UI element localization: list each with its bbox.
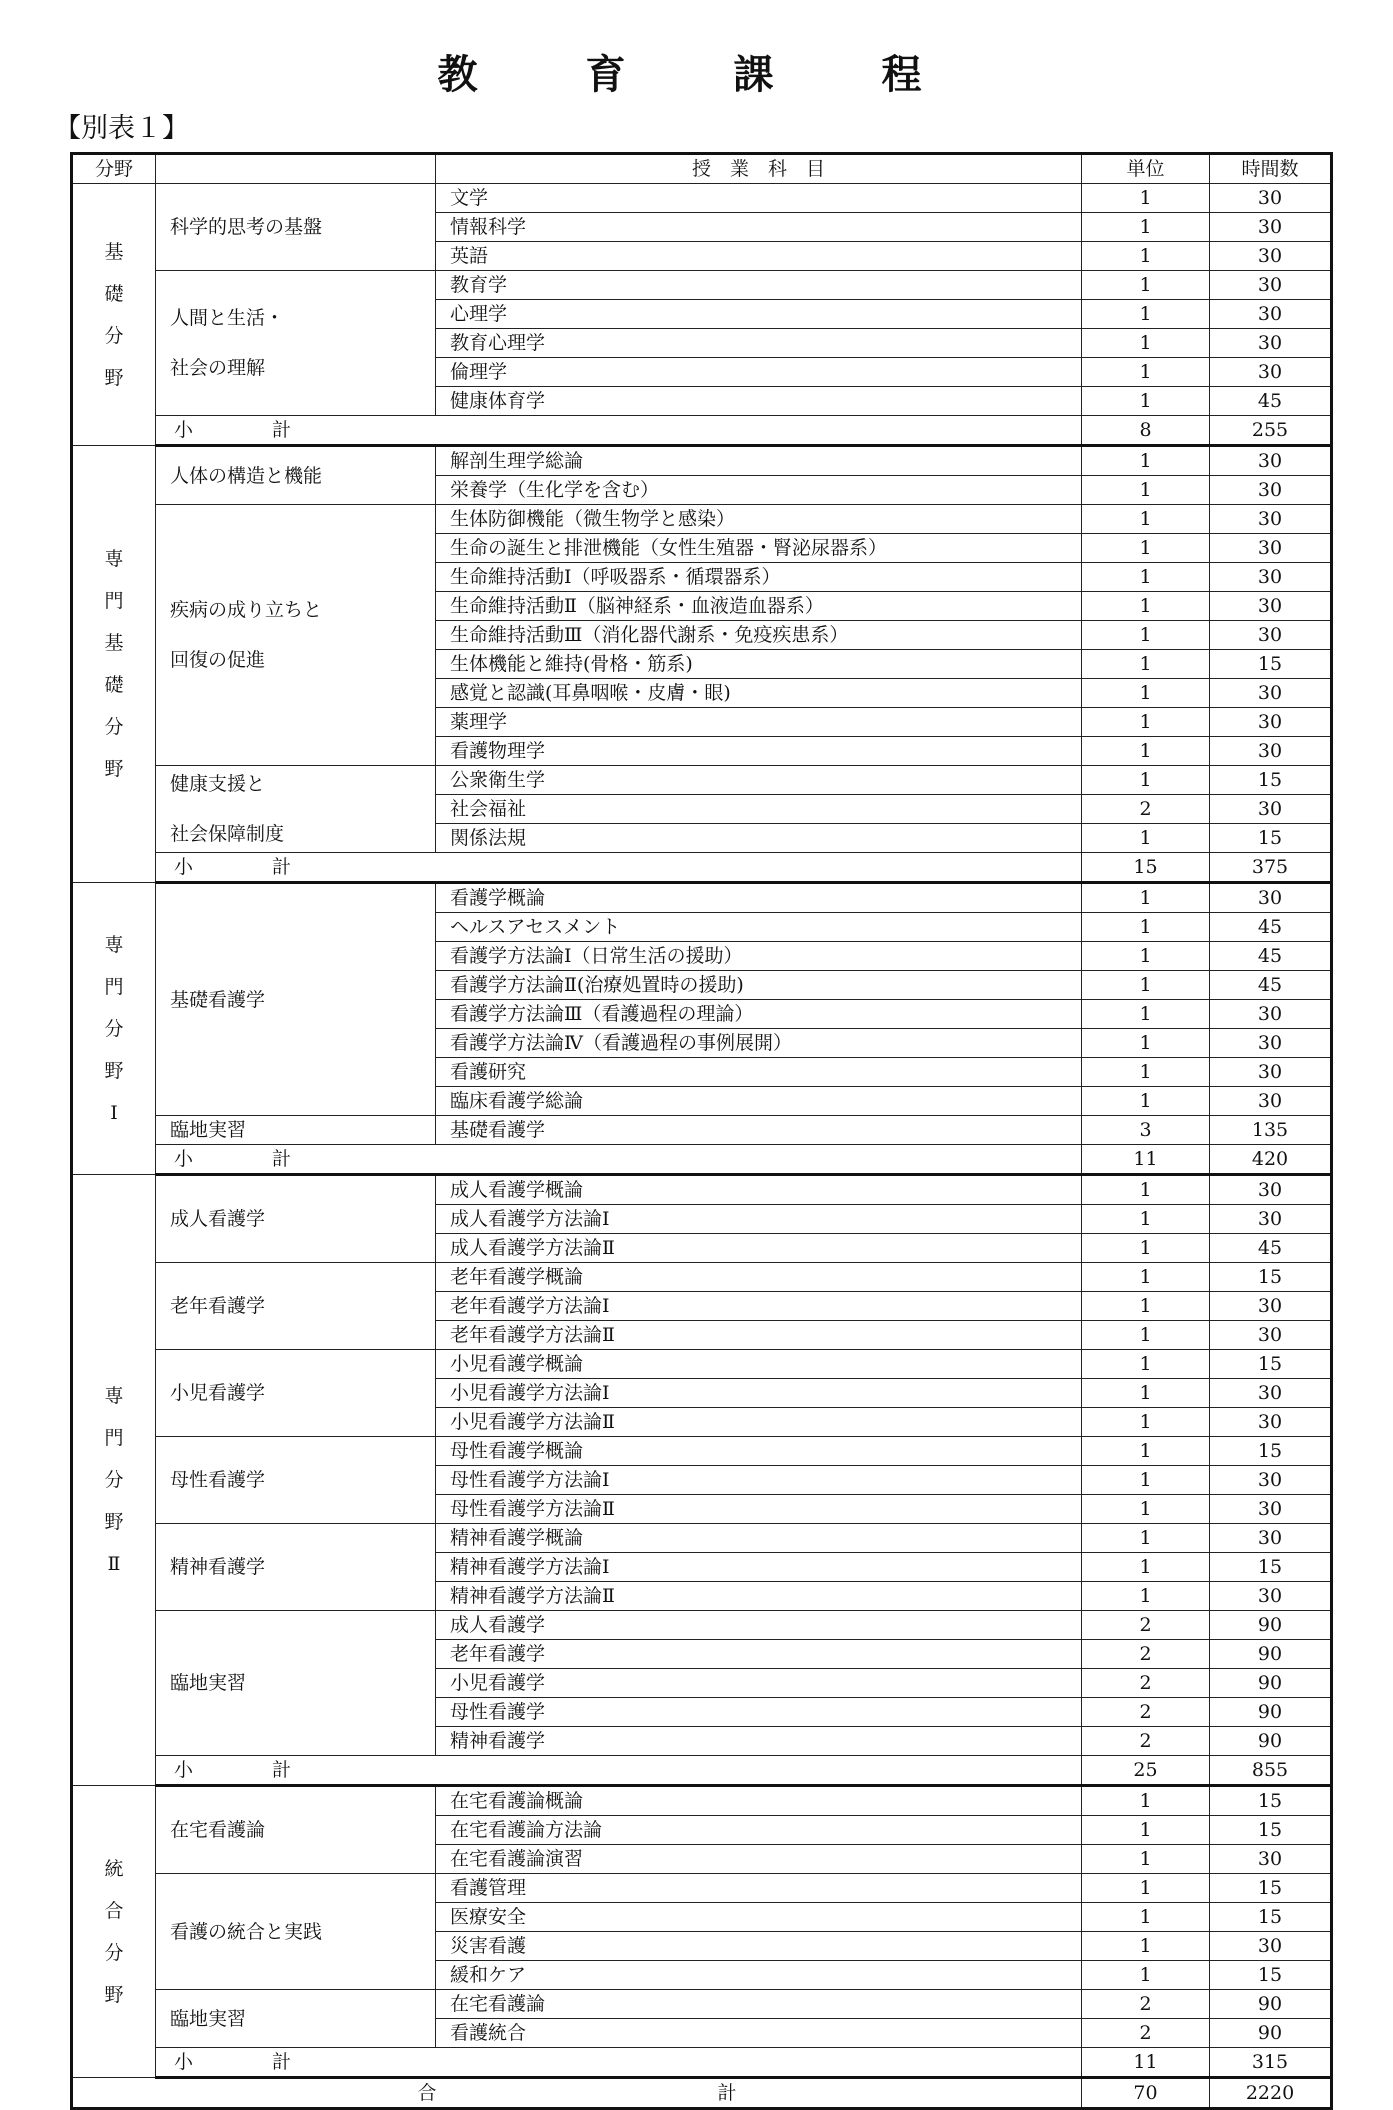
subject-name: 精神看護学 [436,1727,1082,1756]
subject-units: 1 [1082,737,1210,766]
subject-units: 1 [1082,1932,1210,1961]
subject-name: 文学 [436,184,1082,213]
subject-name: 緩和ケア [436,1961,1082,1990]
subtotal-row [72,2048,1332,2078]
group-name-line: 人体の構造と機能 [170,464,323,487]
subtotal-hours: 255 [1210,416,1332,446]
field-name-char: 分 [104,1469,124,1491]
total-hours: 2220 [1210,2078,1332,2109]
field-name-char: 分 [104,1941,124,1964]
table-row [72,1786,1332,1816]
subject-units: 2 [1082,1990,1210,2019]
subject-units: 1 [1082,1903,1210,1932]
subject-units: 3 [1082,1116,1210,1145]
subtotal-units: 15 [1082,853,1210,883]
field-name-char: 野 [104,1983,124,2006]
subject-hours: 30 [1210,795,1332,824]
subject-units: 1 [1082,1874,1210,1903]
table-row [72,505,1332,534]
subject-name: 母性看護学方法論Ⅱ [436,1495,1082,1524]
subject-units: 1 [1082,358,1210,387]
field-name-char: 野 [104,366,124,389]
subtotal-row [72,853,1332,883]
group-name-line: 回復の促進 [170,649,266,671]
subject-hours: 135 [1210,1116,1332,1145]
total-label-char: 合 [417,2082,437,2104]
subject-units: 1 [1082,1466,1210,1495]
subject-name: 看護研究 [436,1058,1082,1087]
subject-units: 1 [1082,300,1210,329]
subject-units: 1 [1082,1379,1210,1408]
subject-name: 看護学概論 [436,883,1082,913]
subject-units: 1 [1082,534,1210,563]
subject-name: 老年看護学方法論Ⅰ [436,1292,1082,1321]
subject-units: 1 [1082,650,1210,679]
subject-name: 看護学方法論Ⅱ(治療処置時の援助) [436,971,1082,1000]
subject-hours: 30 [1210,592,1332,621]
subject-hours: 15 [1210,1437,1332,1466]
subject-units: 2 [1082,2019,1210,2048]
subject-name: 看護学方法論Ⅲ（看護過程の理論） [436,1000,1082,1029]
subject-units: 2 [1082,1727,1210,1756]
subject-units: 1 [1082,213,1210,242]
subject-hours: 15 [1210,1553,1332,1582]
subject-hours: 30 [1210,1205,1332,1234]
subject-name: 母性看護学概論 [436,1437,1082,1466]
subject-units: 1 [1082,1292,1210,1321]
subject-units: 1 [1082,679,1210,708]
field-name-char: 野 [104,758,124,780]
subject-hours: 30 [1210,534,1332,563]
subtotal-units: 11 [1082,2048,1210,2078]
group-name-line: 母性看護学 [170,1469,266,1491]
subject-hours: 30 [1210,1495,1332,1524]
subject-name: 生命維持活動Ⅱ（脳神経系・血液造血器系） [436,592,1082,621]
subject-units: 2 [1082,1611,1210,1640]
total-row [72,2078,1332,2109]
group-name-cell [156,1611,436,1756]
subject-units: 1 [1082,592,1210,621]
subject-name: 公衆衛生学 [436,766,1082,795]
field-name-char: 礎 [104,282,124,305]
subtotal-hours: 420 [1210,1145,1332,1175]
group-name-cell [156,1874,436,1990]
table-row [72,271,1332,300]
group-name-cell [156,184,436,271]
field-name-char: 統 [104,1857,124,1880]
field-name-char: 門 [104,1427,124,1449]
subject-name: 感覚と認識(耳鼻咽喉・皮膚・眼) [436,679,1082,708]
subtotal-label: 小 計 [156,1756,1082,1786]
field-name-char: 野 [104,1511,124,1533]
header-field: 分野 [72,154,156,184]
subject-hours: 30 [1210,1408,1332,1437]
subject-name: 看護物理学 [436,737,1082,766]
subject-hours: 15 [1210,1874,1332,1903]
subject-units: 1 [1082,271,1210,300]
subject-hours: 30 [1210,184,1332,213]
subject-hours: 30 [1210,1175,1332,1205]
subject-units: 1 [1082,329,1210,358]
subject-hours: 15 [1210,1786,1332,1816]
subject-name: 在宅看護論演習 [436,1845,1082,1874]
group-name-cell [156,883,436,1116]
subject-hours: 15 [1210,1903,1332,1932]
table-row [72,1524,1332,1553]
subtotal-units: 25 [1082,1756,1210,1786]
subject-hours: 30 [1210,1466,1332,1495]
subject-units: 1 [1082,942,1210,971]
field-name-char: 門 [104,975,124,998]
group-name-cell [156,271,436,416]
table-row [72,1175,1332,1205]
subject-name: 生体防御機能（微生物学と感染） [436,505,1082,534]
group-name-cell [156,1263,436,1350]
subject-hours: 90 [1210,2019,1332,2048]
subject-name: 生命維持活動Ⅲ（消化器代謝系・免疫疾患系） [436,621,1082,650]
group-name-cell [156,1350,436,1437]
subtotal-hours: 375 [1210,853,1332,883]
group-name-line: 臨地実習 [170,1119,247,1141]
subject-units: 1 [1082,971,1210,1000]
subject-hours: 30 [1210,213,1332,242]
group-name-line: 疾病の成り立ちと [170,599,323,621]
group-name-cell [156,1524,436,1611]
field-name-cell [72,446,156,883]
subject-units: 1 [1082,1437,1210,1466]
subject-name: 在宅看護論 [436,1990,1082,2019]
subject-hours: 15 [1210,1816,1332,1845]
table-row [72,184,1332,213]
subtotal-units: 11 [1082,1145,1210,1175]
subject-units: 2 [1082,1669,1210,1698]
field-name-cell [72,1786,156,2078]
subject-name: 精神看護学概論 [436,1524,1082,1553]
subject-hours: 30 [1210,271,1332,300]
subject-name: 医療安全 [436,1903,1082,1932]
subject-units: 1 [1082,387,1210,416]
subject-name: 生命維持活動Ⅰ（呼吸器系・循環器系） [436,563,1082,592]
subject-hours: 90 [1210,1990,1332,2019]
subject-units: 1 [1082,1058,1210,1087]
subject-hours: 15 [1210,1263,1332,1292]
subject-name: 栄養学（生化学を含む） [436,476,1082,505]
group-name-line: 人間と生活・ [170,307,285,329]
subject-name: 小児看護学概論 [436,1350,1082,1379]
subject-units: 1 [1082,505,1210,534]
field-name-char: 野 [104,1059,124,1082]
subject-hours: 30 [1210,621,1332,650]
subject-units: 1 [1082,1263,1210,1292]
subject-hours: 30 [1210,1582,1332,1611]
subject-name: 成人看護学方法論Ⅰ [436,1205,1082,1234]
subject-name: 精神看護学方法論Ⅰ [436,1553,1082,1582]
subject-units: 1 [1082,563,1210,592]
subject-hours: 30 [1210,708,1332,737]
field-name-char: Ⅱ [107,1553,121,1575]
field-name-char: 基 [104,240,124,263]
total-units: 70 [1082,2078,1210,2109]
header-blank [156,154,436,184]
subject-hours: 15 [1210,824,1332,853]
subject-hours: 30 [1210,1000,1332,1029]
subject-name: 教育学 [436,271,1082,300]
subject-units: 1 [1082,1553,1210,1582]
subject-name: 在宅看護論方法論 [436,1816,1082,1845]
field-name-char: 専 [104,933,124,956]
subject-name: 在宅看護論概論 [436,1786,1082,1816]
field-name-cell [72,184,156,446]
subject-name: 老年看護学方法論Ⅱ [436,1321,1082,1350]
total-label-char: 計 [717,2082,737,2104]
subject-units: 1 [1082,1961,1210,1990]
subject-units: 1 [1082,708,1210,737]
group-name-line: 社会の理解 [170,357,266,379]
subject-name: 老年看護学 [436,1640,1082,1669]
field-name-char: 門 [104,590,124,612]
table-row [72,1611,1332,1640]
subject-hours: 30 [1210,1029,1332,1058]
table-row [72,446,1332,476]
subject-units: 1 [1082,1350,1210,1379]
group-name-cell [156,446,436,505]
subject-name: 健康体育学 [436,387,1082,416]
subject-units: 1 [1082,1582,1210,1611]
subject-name: 情報科学 [436,213,1082,242]
field-name-char: 合 [104,1899,124,1922]
subject-units: 1 [1082,883,1210,913]
subject-name: 倫理学 [436,358,1082,387]
subject-hours: 30 [1210,679,1332,708]
subject-name: 看護学方法論Ⅰ（日常生活の援助） [436,942,1082,971]
subject-units: 1 [1082,621,1210,650]
subject-units: 1 [1082,1000,1210,1029]
subtotal-row [72,1756,1332,1786]
field-name-char: Ⅰ [110,1101,118,1124]
subject-units: 1 [1082,242,1210,271]
subject-units: 1 [1082,913,1210,942]
subject-name: ヘルスアセスメント [436,913,1082,942]
subject-units: 1 [1082,446,1210,476]
subject-name: 災害看護 [436,1932,1082,1961]
table-row [72,1350,1332,1379]
subject-units: 1 [1082,1087,1210,1116]
subtotal-label: 小 計 [156,853,1082,883]
header-units: 単位 [1082,154,1210,184]
field-name-char: 分 [104,716,124,738]
subject-hours: 30 [1210,1292,1332,1321]
subject-hours: 45 [1210,1234,1332,1263]
subject-hours: 30 [1210,563,1332,592]
page-title: 教 育 課 程 [437,52,956,98]
subject-hours: 30 [1210,737,1332,766]
group-name-cell [156,1786,436,1874]
table-row [72,766,1332,795]
table-label: 【別表１】 [54,113,189,144]
subject-name: 小児看護学方法論Ⅰ [436,1379,1082,1408]
field-name-char: 礎 [104,674,124,696]
subject-units: 1 [1082,476,1210,505]
subject-hours: 90 [1210,1611,1332,1640]
table-row [72,1874,1332,1903]
subject-name: 看護管理 [436,1874,1082,1903]
subject-hours: 45 [1210,387,1332,416]
group-name-line: 小児看護学 [170,1382,266,1404]
total-label [72,2078,1082,2109]
subtotal-hours: 855 [1210,1756,1332,1786]
subject-name: 心理学 [436,300,1082,329]
subject-hours: 45 [1210,913,1332,942]
field-name-cell [72,1175,156,1786]
subject-units: 2 [1082,795,1210,824]
group-name-line: 精神看護学 [170,1556,266,1578]
subject-name: 母性看護学方法論Ⅰ [436,1466,1082,1495]
header-hours: 時間数 [1210,154,1332,184]
group-name-line: 健康支援と [170,773,266,795]
group-name-line: 老年看護学 [170,1295,266,1317]
field-name-char: 基 [104,632,124,654]
subject-hours: 30 [1210,358,1332,387]
subject-units: 1 [1082,1321,1210,1350]
subject-hours: 45 [1210,971,1332,1000]
header-subject: 授 業 科 目 [436,154,1082,184]
group-name-cell [156,1437,436,1524]
subject-units: 1 [1082,1205,1210,1234]
group-name-line: 科学的思考の基盤 [170,216,323,238]
subject-hours: 90 [1210,1727,1332,1756]
subject-name: 薬理学 [436,708,1082,737]
subject-name: 臨床看護学総論 [436,1087,1082,1116]
subtotal-label: 小 計 [156,416,1082,446]
subject-name: 小児看護学方法論Ⅱ [436,1408,1082,1437]
subject-units: 1 [1082,184,1210,213]
subject-hours: 30 [1210,1524,1332,1553]
subject-name: 精神看護学方法論Ⅱ [436,1582,1082,1611]
subject-name: 小児看護学 [436,1669,1082,1698]
subject-name: 成人看護学概論 [436,1175,1082,1205]
subject-hours: 30 [1210,1321,1332,1350]
table-row [72,883,1332,913]
subject-name: 成人看護学方法論Ⅱ [436,1234,1082,1263]
subject-hours: 15 [1210,650,1332,679]
group-name-line: 臨地実習 [170,2007,247,2030]
subject-hours: 30 [1210,1058,1332,1087]
group-name-cell [156,1175,436,1263]
subject-units: 1 [1082,1816,1210,1845]
group-name-cell [156,1116,436,1145]
subject-units: 2 [1082,1640,1210,1669]
subject-name: 看護学方法論Ⅳ（看護過程の事例展開） [436,1029,1082,1058]
subject-units: 1 [1082,1495,1210,1524]
group-name-cell [156,1990,436,2048]
subject-name: 解剖生理学総論 [436,446,1082,476]
subject-name: 教育心理学 [436,329,1082,358]
field-name-char: 専 [104,548,124,570]
subject-hours: 30 [1210,1087,1332,1116]
group-name-line: 在宅看護論 [170,1819,266,1841]
subject-hours: 30 [1210,505,1332,534]
subject-units: 1 [1082,1524,1210,1553]
subtotal-units: 8 [1082,416,1210,446]
table-row [72,1116,1332,1145]
group-name-line: 社会保障制度 [170,823,285,845]
subject-name: 母性看護学 [436,1698,1082,1727]
field-name-char: 分 [104,1017,124,1040]
table-row [72,1437,1332,1466]
subject-name: 関係法規 [436,824,1082,853]
group-name-line: 看護の統合と実践 [170,1920,323,1943]
subtotal-row [72,416,1332,446]
subject-name: 英語 [436,242,1082,271]
subject-hours: 30 [1210,1379,1332,1408]
subject-units: 1 [1082,1175,1210,1205]
group-name-line: 臨地実習 [170,1672,247,1694]
group-name-cell [156,766,436,853]
subject-name: 成人看護学 [436,1611,1082,1640]
subject-hours: 15 [1210,1961,1332,1990]
subtotal-label: 小 計 [156,1145,1082,1175]
subject-hours: 30 [1210,1932,1332,1961]
subject-units: 1 [1082,1029,1210,1058]
subject-units: 1 [1082,1408,1210,1437]
subject-units: 2 [1082,1698,1210,1727]
subject-hours: 15 [1210,1350,1332,1379]
subject-units: 1 [1082,824,1210,853]
subject-hours: 90 [1210,1669,1332,1698]
table-row [72,1990,1332,2019]
subject-hours: 30 [1210,446,1332,476]
group-name-line: 基礎看護学 [170,988,266,1011]
subject-name: 老年看護学概論 [436,1263,1082,1292]
field-name-cell [72,883,156,1175]
subject-hours: 30 [1210,242,1332,271]
subject-hours: 90 [1210,1698,1332,1727]
subject-name: 基礎看護学 [436,1116,1082,1145]
subtotal-row [72,1145,1332,1175]
subject-hours: 30 [1210,300,1332,329]
subject-name: 生命の誕生と排泄機能（女性生殖器・腎泌尿器系） [436,534,1082,563]
subject-hours: 90 [1210,1640,1332,1669]
curriculum-table [70,152,1333,2110]
subject-units: 1 [1082,766,1210,795]
field-name-char: 分 [104,324,124,347]
subject-hours: 30 [1210,1845,1332,1874]
subtotal-hours: 315 [1210,2048,1332,2078]
group-name-line: 成人看護学 [170,1208,266,1230]
subject-name: 生体機能と維持(骨格・筋系) [436,650,1082,679]
subject-hours: 15 [1210,766,1332,795]
subject-units: 1 [1082,1234,1210,1263]
subject-units: 1 [1082,1845,1210,1874]
subject-hours: 45 [1210,942,1332,971]
subject-hours: 30 [1210,883,1332,913]
table-row [72,1263,1332,1292]
subject-hours: 30 [1210,476,1332,505]
group-name-cell [156,505,436,766]
field-name-char: 専 [104,1385,124,1407]
subject-units: 1 [1082,1786,1210,1816]
subtotal-label: 小 計 [156,2048,1082,2078]
subject-hours: 30 [1210,329,1332,358]
subject-name: 看護統合 [436,2019,1082,2048]
subject-name: 社会福祉 [436,795,1082,824]
header-row [72,154,1332,184]
